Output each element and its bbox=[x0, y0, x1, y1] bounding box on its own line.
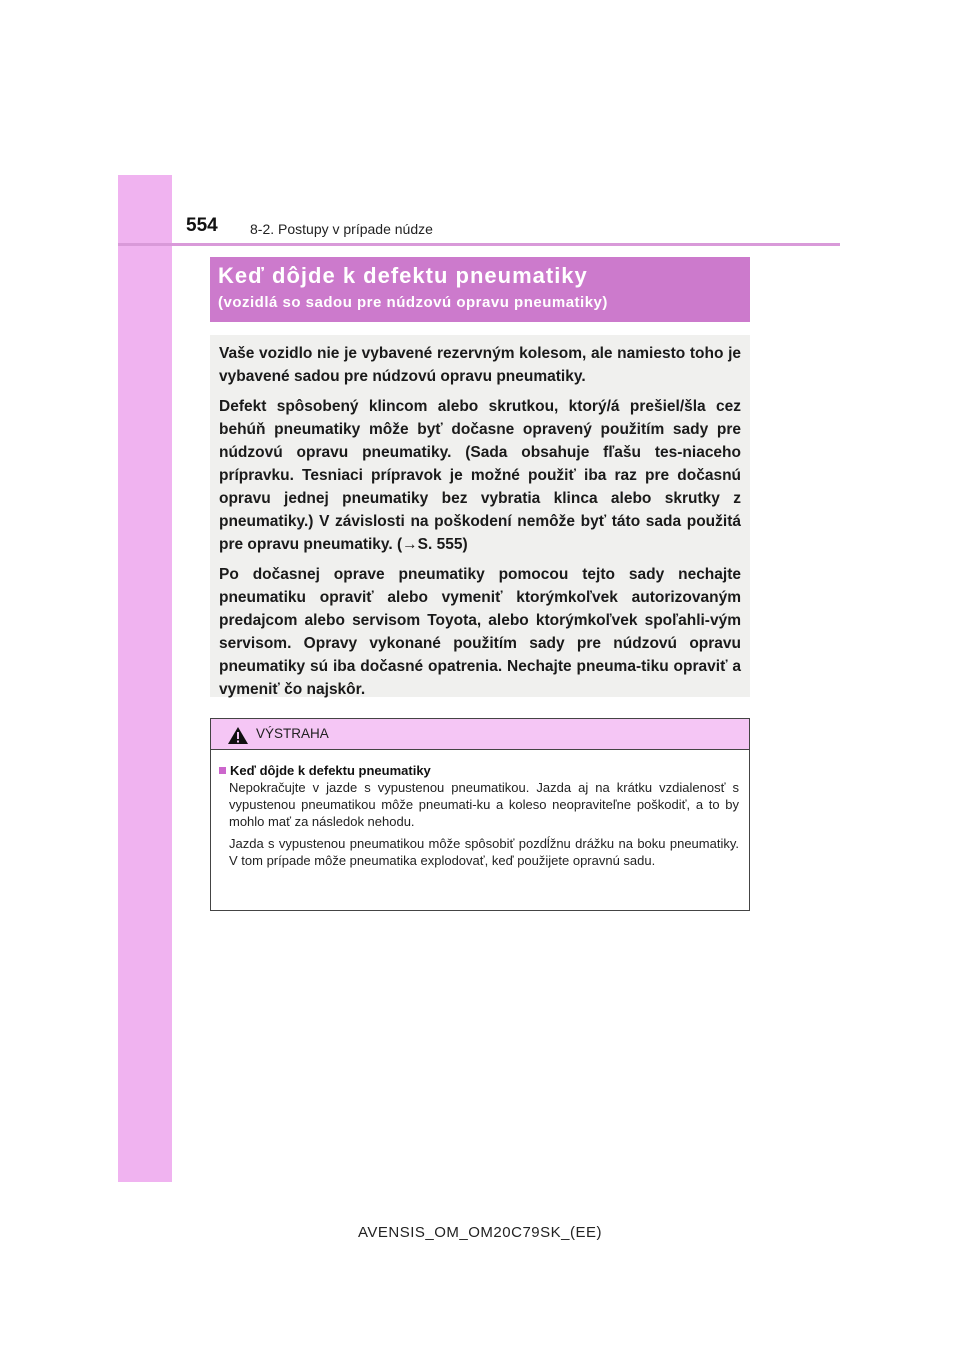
page-number: 554 bbox=[186, 215, 218, 236]
warning-heading bbox=[219, 763, 739, 778]
warning-body bbox=[211, 750, 749, 869]
page-title: Keď dôjde k defektu pneumatiky bbox=[218, 263, 588, 288]
warning-triangle-icon bbox=[227, 726, 249, 745]
footer-code: AVENSIS_OM_OM20C79SK_(EE) bbox=[358, 1224, 602, 1241]
warning-title: VÝSTRAHA bbox=[256, 726, 329, 741]
warning-box bbox=[210, 718, 750, 911]
header-divider bbox=[118, 243, 840, 246]
warning-paragraph: Nepokračujte v jazde s vypustenou pneumatikou. Jazda aj na krátku vzdialenosť s vypustenou pneumatikou môže pneumati-ku a koleso neopraviteľne poškodiť, a to by mohlo mať za následok nehodu. bbox=[229, 780, 739, 829]
title-banner bbox=[210, 257, 750, 322]
page-subtitle: (vozidlá so sadou pre núdzovú opravu pneumatiky) bbox=[218, 294, 608, 311]
intro-paragraph: Po dočasnej oprave pneumatiky pomocou tejto sady nechajte pneumatiku opraviť alebo vymeniť ktorýmkoľvek autorizovaným predajcom alebo servisom Toyota, alebo ktorýmkoľvek spoľahli-vým servisom. Opravy vykonané použitím sady pre núdzovú opravu pneumatiky sú iba dočasné opatrenia. Nechajte pneuma-tiku opraviť a vymeniť čo najskôr. bbox=[219, 566, 741, 698]
warning-header bbox=[211, 719, 749, 750]
warning-paragraph: Jazda s vypustenou pneumatikou môže spôsobiť pozdĺžnu drážku na boku pneumatiky. V tom prípade môže pneumatika explodovať, keď použijete opravnú sadu. bbox=[229, 836, 739, 868]
square-bullet-icon bbox=[219, 767, 226, 774]
intro-box bbox=[210, 335, 750, 697]
intro-paragraph: Defekt spôsobený klincom alebo skrutkou, ktorý/á prešiel/šla cez behúň pneumatiky môže byť dočasne opravený použitím sady pre núdzovú opravu pneumatiky. (Sada obsahuje fľašu tes-niaceho prípravku. Tesniaci prípravok je možné použiť iba raz pre dočasnú opravu jednej pneumatiky bez vybratia klinca alebo skrutky z pneumatiky.) V závislosti na poškodení nemôže byť táto sada použitá pre opravu pneumatiky. (→S. 555) bbox=[219, 398, 741, 553]
intro-paragraph: Vaše vozidlo nie je vybavené rezervným kolesom, ale namiesto toho je vybavené sadou pre núdzovú opravu pneumatiky. bbox=[219, 345, 741, 385]
section-label: 8-2. Postupy v prípade núdze bbox=[250, 221, 433, 237]
side-strip bbox=[118, 175, 172, 1182]
warning-heading-text: Keď dôjde k defektu pneumatiky bbox=[230, 763, 431, 778]
